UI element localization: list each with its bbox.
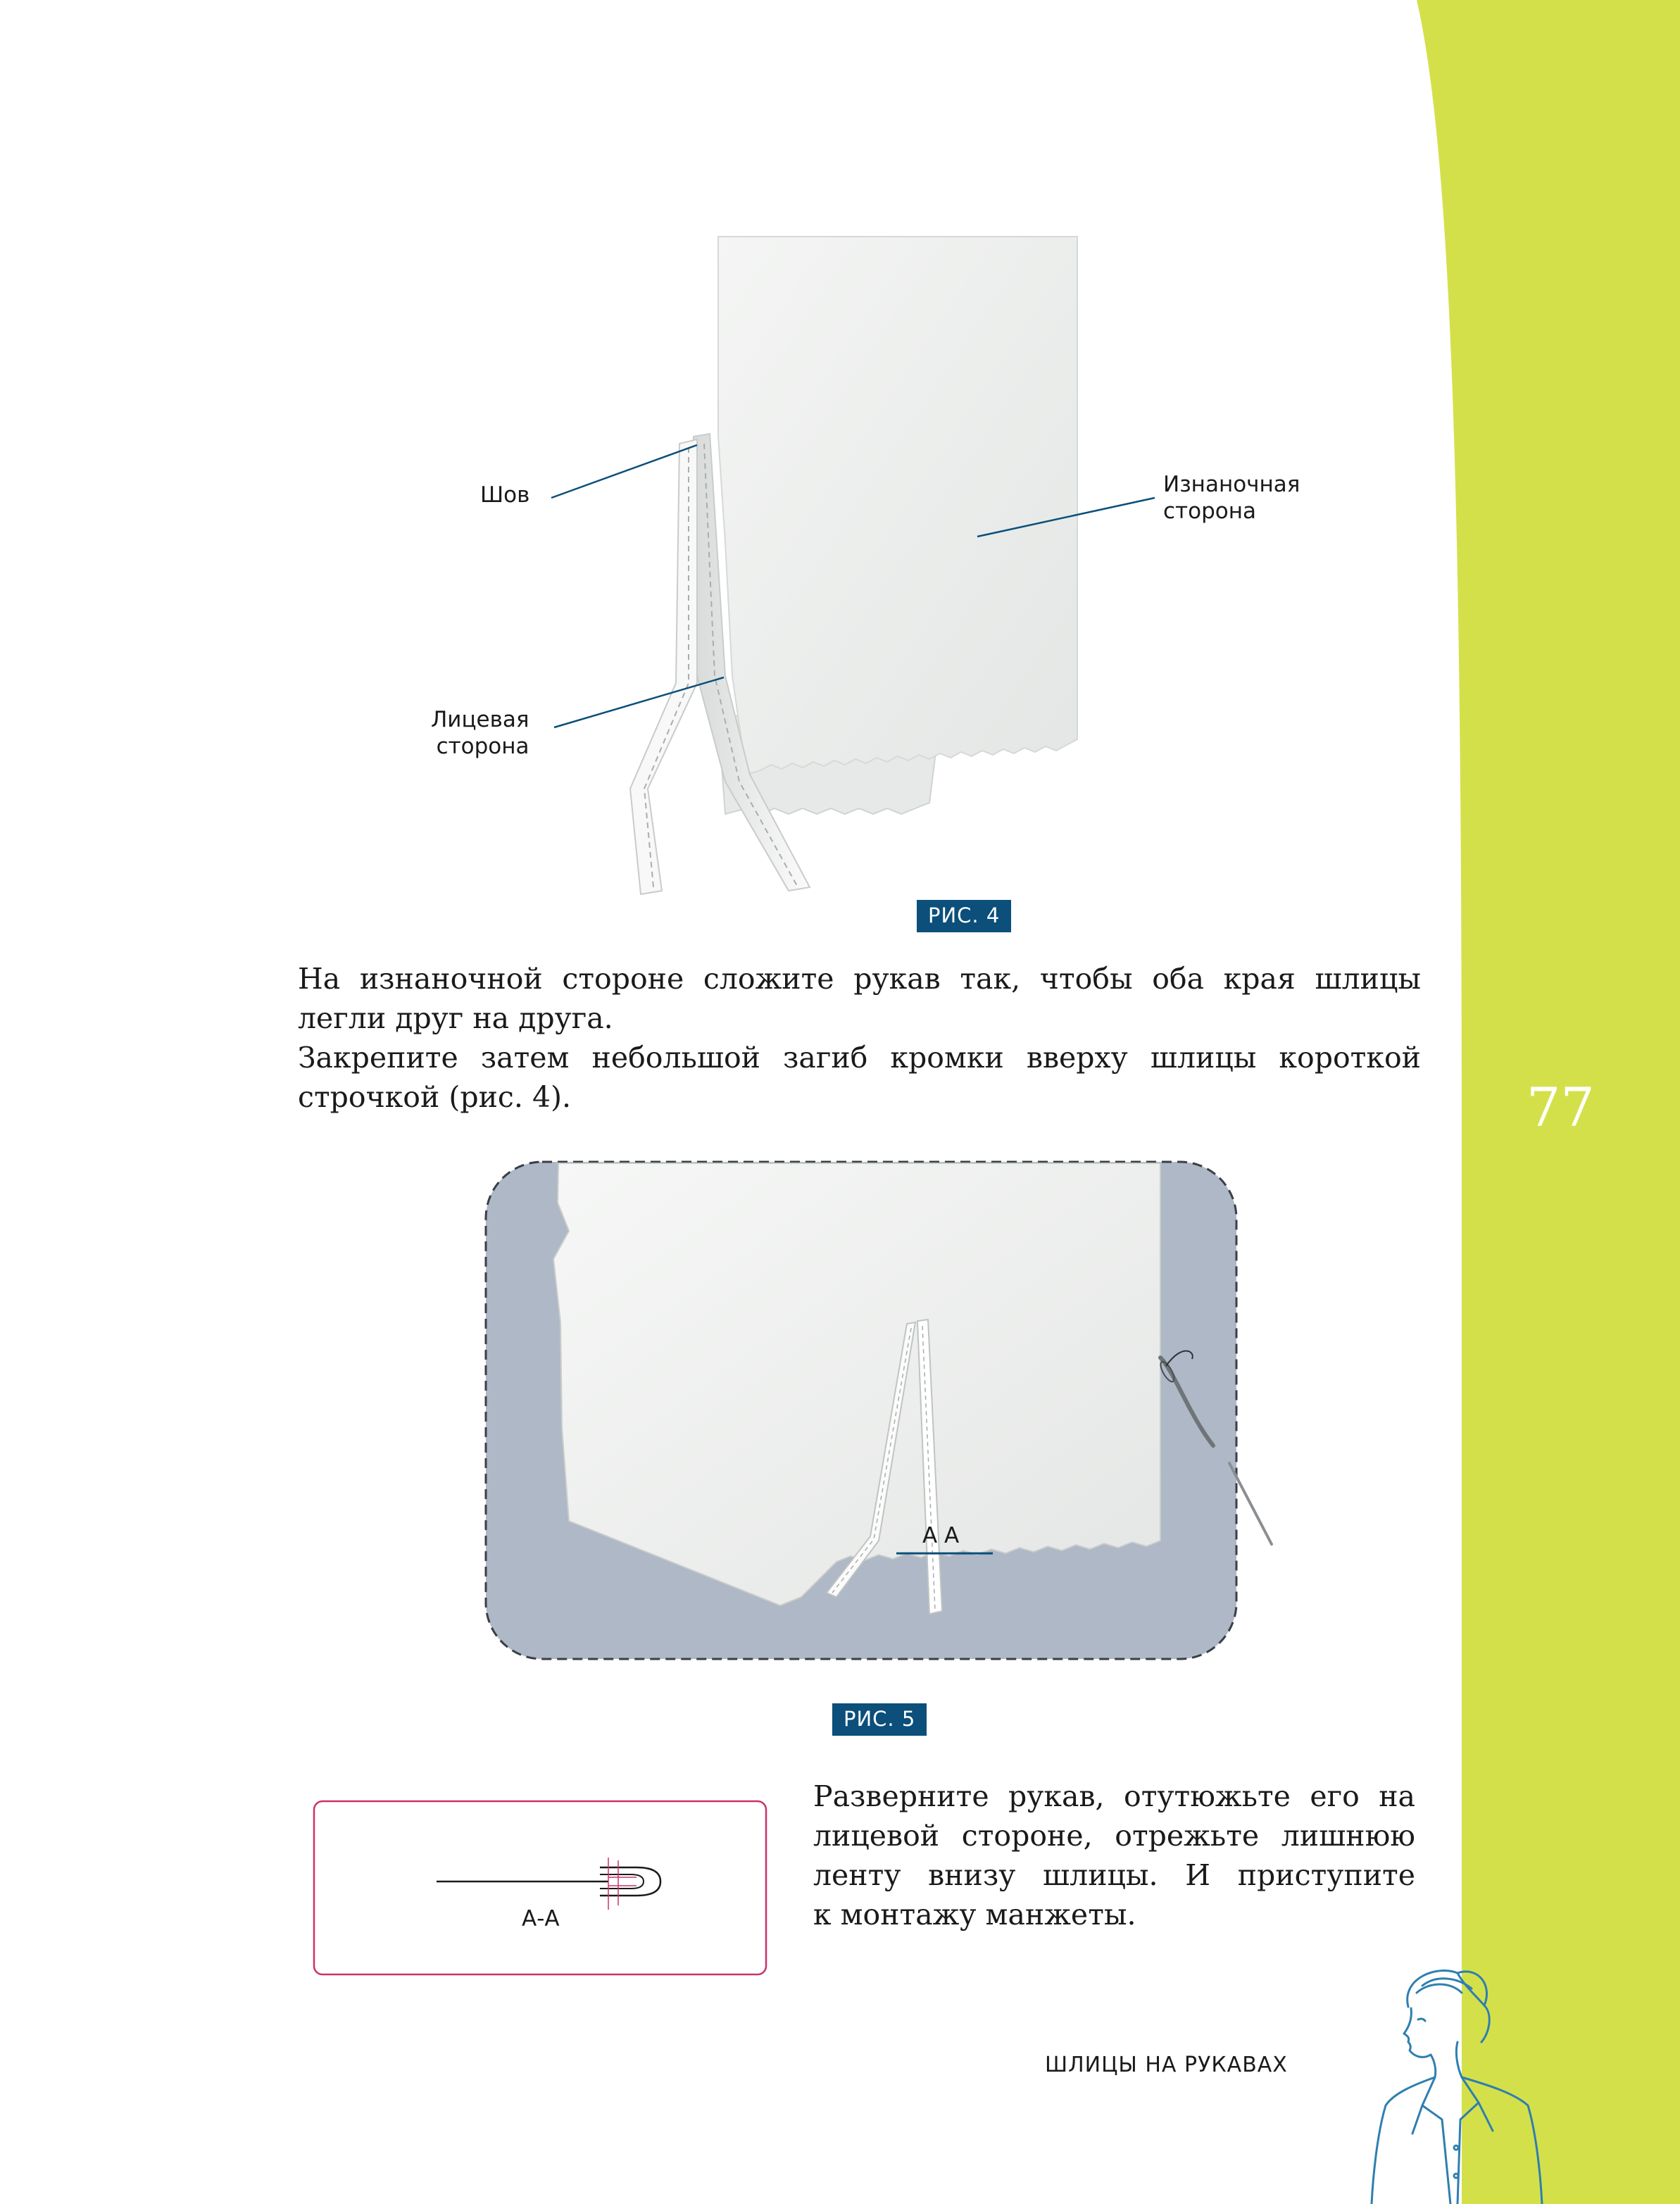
paragraph-1-line-4: строчкой (рис. 4). (298, 1080, 572, 1114)
figure-5-photo (484, 1160, 1280, 1664)
figure-5-section-mark: А А (922, 1523, 960, 1548)
paragraph-1-line-2: легли друг на друга. (298, 1001, 613, 1035)
paragraph-2-line-2: лицевой стороне, отрежьте лишнюю (813, 1819, 1415, 1853)
page-number: 77 (1527, 1076, 1595, 1139)
label-right-side-line1: Лицевая (431, 707, 529, 732)
paragraph-2-line-1: Разверните рукав, отутюжьте его на (813, 1779, 1415, 1813)
woman-sketch-illustration (1352, 1965, 1549, 2204)
paragraph-2-line-4: к монтажу манжеты. (813, 1898, 1136, 1931)
label-right-side-line2: сторона (436, 734, 529, 759)
section-diagram-label: А-А (522, 1906, 560, 1931)
paragraph-2 (813, 1777, 1415, 1934)
section-diagram (313, 1800, 767, 1976)
figure-4-caption: РИС. 4 (917, 900, 1011, 932)
running-title: ШЛИЦЫ НА РУКАВАХ (1045, 2053, 1288, 2077)
figure-5-caption: РИС. 5 (832, 1703, 927, 1736)
label-wrong-side-line2: сторона (1163, 499, 1256, 524)
paragraph-1-line-3: Закрепите затем небольшой загиб кромки вверху шлицы короткой (298, 1041, 1421, 1075)
label-seam: Шов (480, 482, 530, 508)
figure-4-leaders (0, 0, 1680, 986)
label-wrong-side (1163, 471, 1300, 525)
paragraph-1-line-1: На изнаночной стороне сложите рукав так, чтобы оба края шлицы (298, 962, 1421, 996)
paragraph-1 (298, 959, 1421, 1117)
paragraph-2-line-3: ленту внизу шлицы. И приступите (813, 1858, 1415, 1892)
label-right-side (431, 706, 529, 760)
label-wrong-side-line1: Изнаночная (1163, 472, 1300, 497)
